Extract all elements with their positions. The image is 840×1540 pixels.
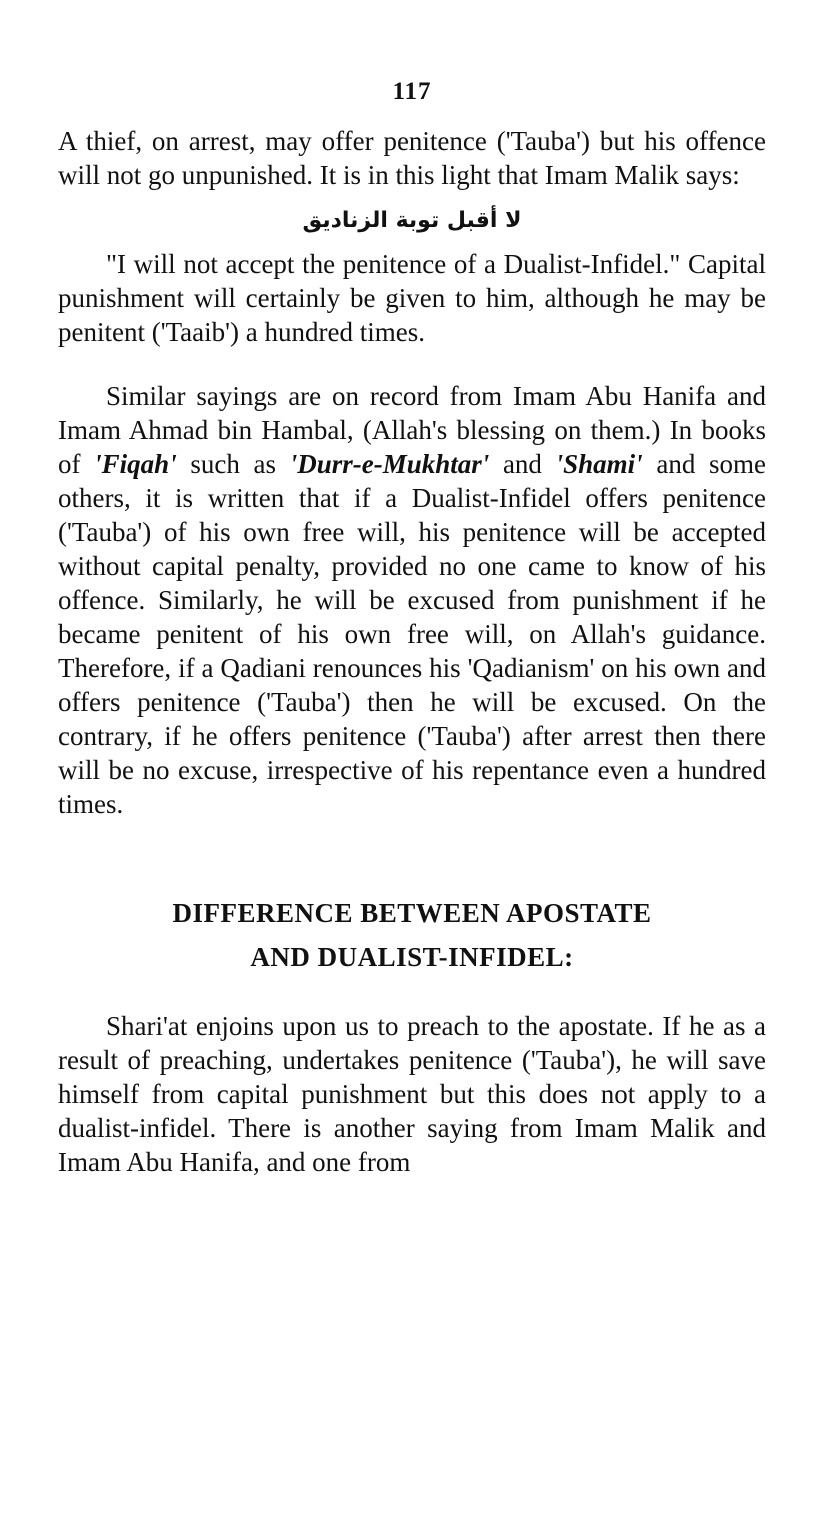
section-heading [58, 891, 766, 979]
text-run: and some others, it is written that if a Dualist-Infidel offers penitence ('Tauba') of his own free will, his penitence will be accepted without capital penalty, provided no one came to know of his offence. Similarly, he will be excused from punishment if he became penitent of his own free will, on Allah's guidance. Therefore, if a Qadiani renounces his 'Qadianism' on his own and offers penitence ('Tauba') then he will be excused. On the contrary, if he offers penitence ('Tauba') after arrest then there will be no excuse, irrespective of his repentance even a hundred times. [58, 449, 766, 819]
page-number: 117 [392, 78, 432, 105]
heading-line-1: DIFFERENCE BETWEEN APOSTATE [172, 898, 652, 928]
text-run: and [489, 449, 556, 479]
text-run: such as [176, 449, 290, 479]
term-durr-e-mukhtar: 'Durr-e-Mukhtar' [289, 449, 490, 479]
paragraph-shariat-preach: Shari'at enjoins upon us to preach to the apostate. If he as a result of preaching, undertakes penitence ('Tauba'), he will save himself from capital punishment but this does not apply to a dualist-infidel. There is another saying from Imam Malik and Imam Abu Hanifa, and one from [58, 1011, 766, 1177]
paragraph-imam-malik-quote: "I will not accept the penitence of a Dualist-Infidel." Capital punishment will certainly be given to him, although he may be penitent ('Taaib') a hundred times. [58, 249, 766, 347]
paragraph-thief-penitence: A thief, on arrest, may offer penitence ('Tauba') but his offence will not go unpunished. It is in this light that Imam Malik says: [58, 126, 766, 190]
arabic-quote: لا أقبل توبة الزناديق [302, 208, 522, 233]
text-run: Similar sayings are on record from Imam Abu Hanifa and Imam Ahmad bin Hambal, (Allah's blessing on them.) In books of [58, 381, 766, 479]
heading-line-2: AND DUALIST-INFIDEL: [250, 942, 574, 972]
paragraph-gap [58, 349, 766, 379]
term-fiqah: 'Fiqah' [94, 449, 177, 479]
paragraph-similar-sayings [58, 379, 766, 821]
book-page [58, 78, 766, 1179]
term-shami: 'Shami' [555, 449, 643, 479]
